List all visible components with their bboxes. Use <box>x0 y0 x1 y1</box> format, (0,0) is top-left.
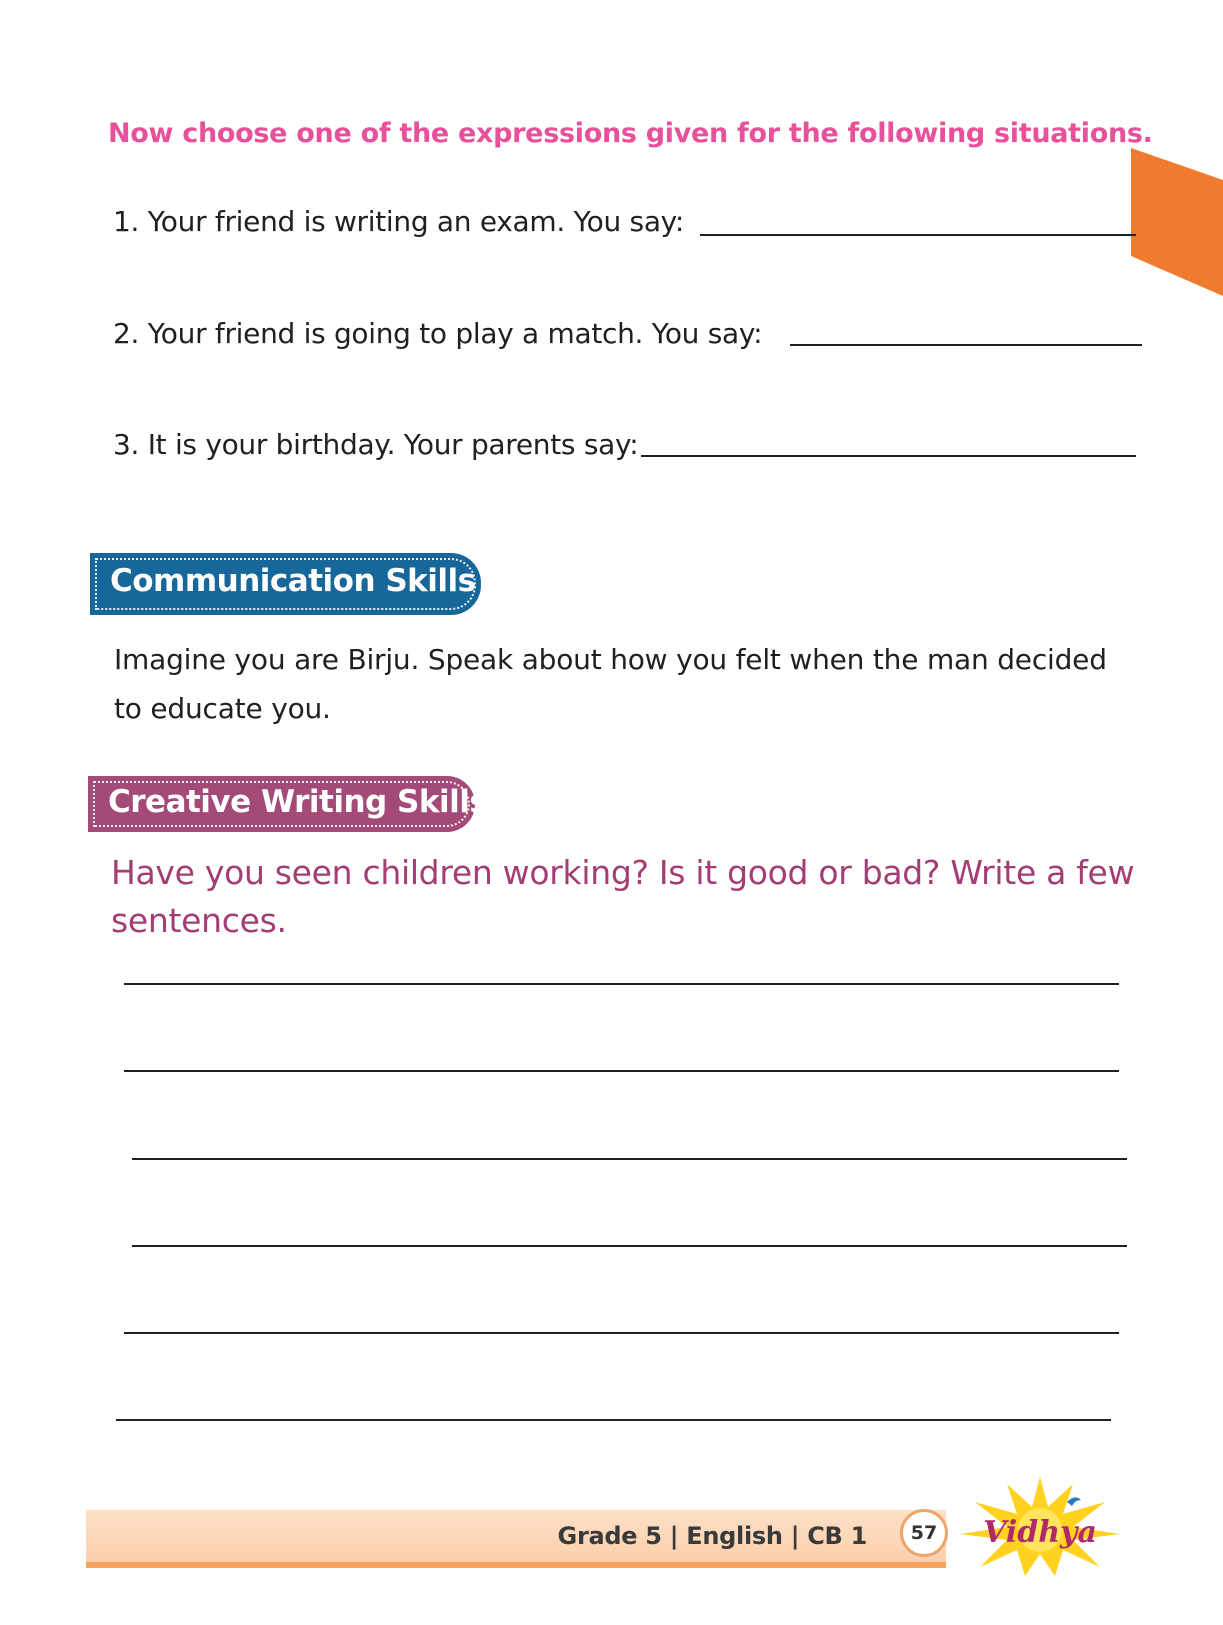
writing-line-1[interactable] <box>124 983 1119 985</box>
question-1-text: 1. Your friend is writing an exam. You say: <box>113 205 685 238</box>
question-1-answer-blank[interactable] <box>700 234 1136 236</box>
communication-skills-badge <box>90 553 481 615</box>
logo-text: Vidhya <box>983 1515 1097 1550</box>
instruction-heading: Now choose one of the expressions given for the following situations. <box>108 118 1153 149</box>
page-number: 57 <box>900 1509 948 1557</box>
creative-writing-skills-heading: Creative Writing Skills <box>108 784 488 820</box>
communication-task-line-1: Imagine you are Birju. Speak about how you felt when the man decided <box>114 643 1107 676</box>
creative-prompt-line-2: sentences. <box>111 901 287 940</box>
question-2-answer-blank[interactable] <box>790 344 1142 346</box>
writing-line-2[interactable] <box>124 1070 1119 1072</box>
writing-line-5[interactable] <box>124 1332 1119 1334</box>
footer-grade-label: Grade 5 | English | CB 1 <box>557 1522 867 1550</box>
communication-skills-heading: Communication Skills <box>110 563 476 599</box>
question-3-answer-blank[interactable] <box>641 455 1136 457</box>
writing-line-6[interactable] <box>116 1419 1111 1421</box>
writing-line-3[interactable] <box>132 1158 1127 1160</box>
vidhya-logo <box>955 1472 1125 1577</box>
question-3-text: 3. It is your birthday. Your parents say: <box>113 428 639 461</box>
question-2-text: 2. Your friend is going to play a match. You say: <box>113 317 763 350</box>
communication-task-line-2: to educate you. <box>114 692 331 725</box>
writing-line-4[interactable] <box>132 1245 1127 1247</box>
corner-tab-decoration <box>1131 148 1223 296</box>
bird-icon <box>1067 1497 1081 1506</box>
creative-writing-skills-badge <box>88 776 488 832</box>
creative-prompt-line-1: Have you seen children working? Is it good or bad? Write a few <box>111 853 1135 892</box>
